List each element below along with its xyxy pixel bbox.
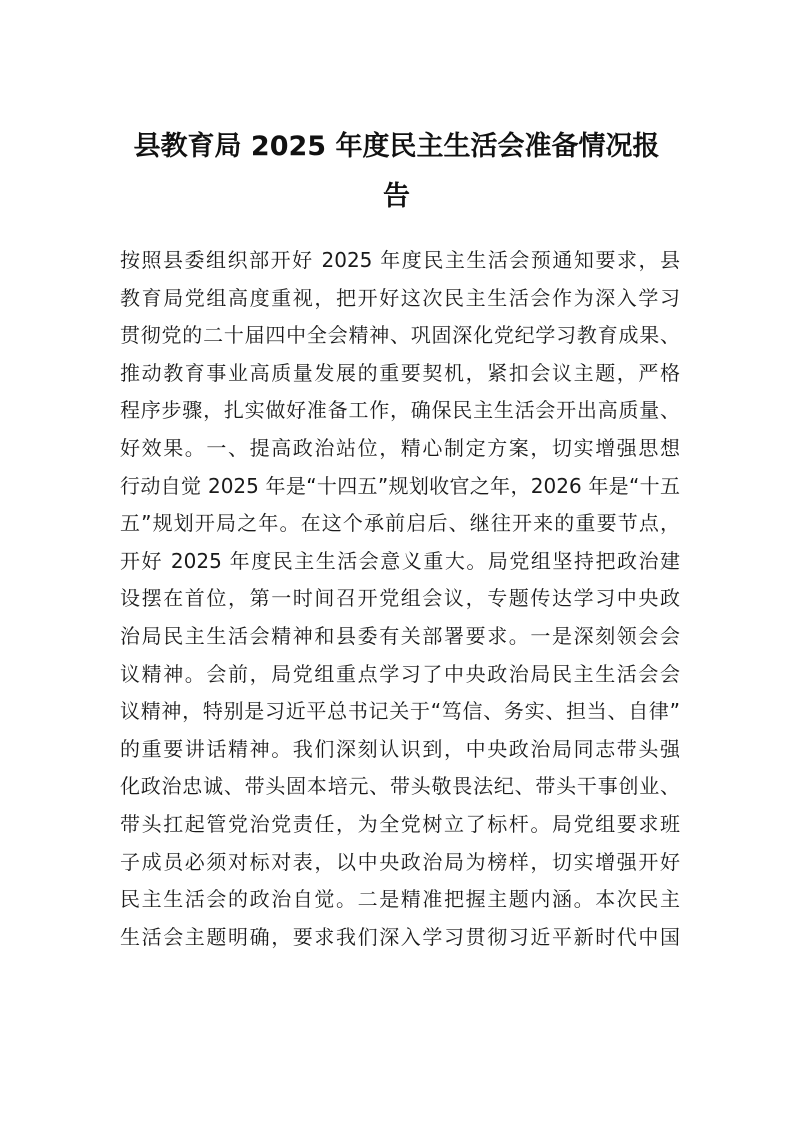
body-line: 开好 2025 年度民主生活会意义重大。局党组坚持把政治建 [120, 548, 680, 573]
title-line-2: 告 [383, 181, 410, 212]
body-line: 设摆在首位，第一时间召开党组会议，专题传达学习中央政 [120, 586, 680, 611]
body-line: 生活会主题明确，要求我们深入学习贯彻习近平新时代中国 [120, 924, 680, 949]
document-title [110, 122, 683, 222]
title-line-1: 县教育局 2025 年度民主生活会准备情况报 [133, 131, 660, 162]
body-line: 议精神，特别是习近平总书记关于“笃信、务实、担当、自律” [120, 699, 680, 724]
body-line: 教育局党组高度重视，把开好这次民主生活会作为深入学习 [120, 285, 680, 310]
body-line: 行动自觉 2025 年是“十四五”规划收官之年，2026 年是“十五 [120, 473, 680, 498]
body-line: 治局民主生活会精神和县委有关部署要求。一是深刻领会会 [120, 623, 680, 648]
body-line: 议精神。会前，局党组重点学习了中央政治局民主生活会会 [120, 661, 680, 686]
body-line: 五”规划开局之年。在这个承前启后、继往开来的重要节点， [120, 511, 680, 536]
body-line: 带头扛起管党治党责任，为全党树立了标杆。局党组要求班 [120, 811, 680, 836]
body-line: 程序步骤，扎实做好准备工作，确保民主生活会开出高质量、 [120, 398, 680, 423]
document-body [120, 242, 680, 956]
body-line: 推动教育事业高质量发展的重要契机，紧扣会议主题，严格 [120, 360, 680, 385]
body-line: 民主生活会的政治自觉。二是精准把握主题内涵。本次民主 [120, 887, 680, 912]
body-line: 化政治忠诚、带头固本培元、带头敬畏法纪、带头干事创业、 [120, 774, 680, 799]
body-line: 贯彻党的二十届四中全会精神、巩固深化党纪学习教育成果、 [120, 323, 680, 348]
body-line: 按照县委组织部开好 2025 年度民主生活会预通知要求，县 [120, 248, 680, 272]
body-line: 好效果。一、提高政治站位，精心制定方案，切实增强思想 [120, 435, 680, 460]
body-line: 的重要讲话精神。我们深刻认识到，中央政治局同志带头强 [120, 736, 680, 761]
body-line: 子成员必须对标对表，以中央政治局为榜样，切实增强开好 [120, 849, 680, 874]
